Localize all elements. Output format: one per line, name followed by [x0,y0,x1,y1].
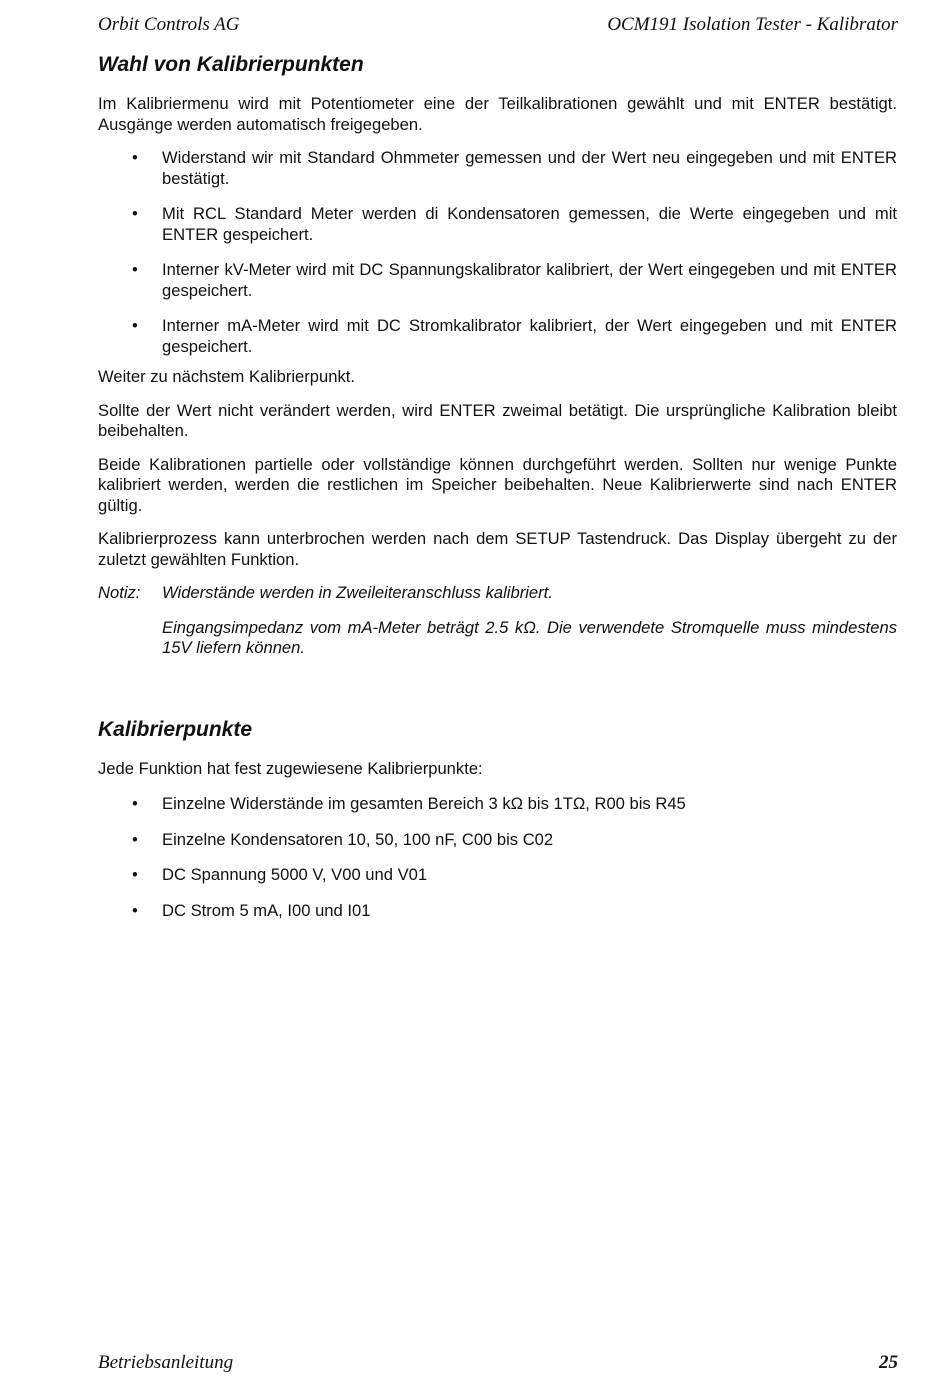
bullet-icon: • [132,204,138,223]
paragraph-interrupt: Kalibrierprozess kann unterbrochen werden nach dem SETUP Tastendruck. Das Display übergeht zu der zuletzt gewählten Funktion. [98,529,897,569]
list-item: • Mit RCL Standard Meter werden di Kondensatoren gemessen, die Werte eingegeben und mit ENTER gespeichert. [132,204,897,244]
note-block [98,583,897,659]
list-item: • Interner kV-Meter wird mit DC Spannungskalibrator kalibriert, der Wert eingegeben und mit ENTER gespeichert. [132,260,897,300]
header-company: Orbit Controls AG [98,14,240,35]
section-title-calibration-selection: Wahl von Kalibrierpunkten [98,53,364,76]
page-number: 25 [879,1352,898,1373]
paragraph-next-point: Weiter zu nächstem Kalibrierpunkt. [98,367,356,386]
note-line: Eingangsimpedanz vom mA-Meter beträgt 2.5 kΩ. Die verwendete Stromquelle muss mindestens 15V liefern können. [162,617,897,657]
bullet-icon: • [132,260,138,279]
bullet-icon: • [132,829,138,849]
list-item: • DC Strom 5 mA, I00 und I01 [132,900,371,920]
note-line: Widerstände werden in Zweileiteranschluss kalibriert. [162,583,553,602]
bullet-icon: • [132,865,138,884]
paragraph-unchanged-value: Sollte der Wert nicht verändert werden, wird ENTER zweimal betätigt. Die ursprüngliche Kalibration bleibt beibehalten. [98,400,897,440]
list-item: • Interner mA-Meter wird mit DC Stromkalibrator kalibriert, der Wert eingegeben und mit ENTER gespeichert. [132,316,897,356]
list-item: • Einzelne Widerstände im gesamten Bereich 3 kΩ bis 1TΩ, R00 bis R45 [132,794,686,813]
note-label: Notiz: [98,583,141,602]
page-footer [98,1352,898,1378]
footer-label: Betriebsanleitung [98,1352,234,1373]
list-item: • Einzelne Kondensatoren 10, 50, 100 nF, C00 bis C02 [132,829,554,849]
list-item: • DC Spannung 5000 V, V00 und V01 [132,865,428,884]
page-header [98,14,898,40]
header-document-title: OCM191 Isolation Tester - Kalibrator [607,14,898,35]
paragraph-partial-full: Beide Kalibrationen partielle oder vollständige können durchgeführt werden. Sollten nur wenige Punkte kalibriert werden, werden die restlichen im Speicher beibehalten. Neue Kalibrierwerte sind nach ENTER gültig. [98,454,897,515]
section-title-calibration-points: Kalibrierpunkte [98,717,253,741]
bullet-icon: • [132,316,138,335]
page-content [98,50,897,936]
list-item: • Widerstand wir mit Standard Ohmmeter gemessen und der Wert neu eingegeben und mit ENTER bestätigt. [132,148,897,188]
bullet-icon: • [132,794,138,813]
section1-intro: Im Kalibriermenu wird mit Potentiometer eine der Teilkalibrationen gewählt und mit ENTER bestätigt. Ausgänge werden automatisch freigegeben. [98,94,897,134]
section1-bullet-list [98,148,897,357]
bullet-icon: • [132,900,138,920]
section2-bullet-list [98,794,897,921]
bullet-icon: • [132,148,138,167]
section2-intro: Jede Funktion hat fest zugewiesene Kalibrierpunkte: [98,758,483,778]
